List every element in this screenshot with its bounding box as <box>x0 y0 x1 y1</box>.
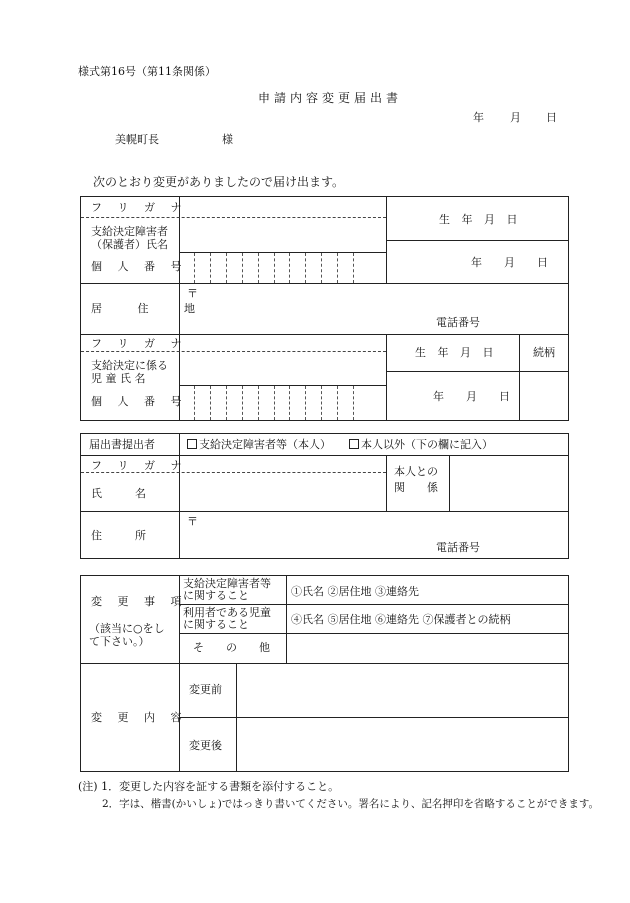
category-applicant-options[interactable]: ①氏名 ②居住地 ③連絡先 <box>291 585 419 598</box>
before-field[interactable] <box>237 664 568 717</box>
change-items-label: 変 更 事 項 <box>91 595 188 608</box>
child-name-label: 支給決定に係る 児 童 氏 名 <box>91 359 168 385</box>
category-child: 利用者である児童 に関すること <box>183 606 271 631</box>
after-field[interactable] <box>237 718 568 771</box>
child-dob-label: 生 年 月 日 <box>415 346 498 359</box>
addressee: 美幌町長 <box>115 133 159 146</box>
relationship-label: 本人との 関 係 <box>394 465 438 494</box>
intro-text: 次のとおり変更がありましたので届け出ます。 <box>93 175 345 189</box>
personal-number-label: 個 人 番 号 <box>91 260 188 273</box>
note-2: 2．字は、楷書(かいしょ)ではっきり書いてください。署名により、記名押印を省略することができます。 <box>102 798 600 810</box>
postal-mark-2: 〒 <box>187 515 198 528</box>
phone-label-2: 電話番号 <box>436 541 480 554</box>
residence-label: 居 住 地 <box>91 302 211 315</box>
before-label: 変更前 <box>189 683 222 696</box>
checkbox-self[interactable] <box>187 439 197 449</box>
phone-label: 電話番号 <box>436 316 480 329</box>
option-other[interactable] <box>349 439 493 450</box>
date-month: 月 <box>510 111 521 124</box>
change-section <box>80 575 569 772</box>
personal-number-field[interactable] <box>179 253 369 283</box>
form-number: 様式第16号（第11条関係） <box>78 65 216 78</box>
relation-label: 続柄 <box>533 346 555 359</box>
submitter-section <box>80 433 569 559</box>
dob-value[interactable]: 年 月 日 <box>471 256 548 269</box>
submitter-name-label: 氏 名 <box>91 487 146 500</box>
applicant-name-label: 支給決定障害者 （保護者）氏名 <box>91 225 168 251</box>
change-content-label: 変 更 内 容 <box>91 711 188 724</box>
postal-mark: 〒 <box>187 287 198 300</box>
submitter-address-label: 住 所 <box>91 529 146 542</box>
submitter-label: 届出書提出者 <box>89 438 155 451</box>
date-day: 日 <box>546 111 557 124</box>
furigana-label: フ リ ガ ナ <box>91 201 188 214</box>
dob-label: 生 年 月 日 <box>439 213 522 226</box>
note-1: (注) 1．変更した内容を証する書類を添付すること。 <box>78 780 340 793</box>
personal-number-label-2: 個 人 番 号 <box>91 395 188 408</box>
option-other-label: 本人以外（下の欄に記入） <box>361 438 493 451</box>
form-title: 申請内容変更届出書 <box>258 91 403 105</box>
child-personal-number-field[interactable] <box>179 386 369 420</box>
submitter-furigana-label: フ リ ガ ナ <box>91 459 188 472</box>
option-self-label: 支給決定障害者等（本人） <box>199 438 331 451</box>
option-self[interactable] <box>187 439 331 450</box>
after-label: 変更後 <box>189 739 222 752</box>
category-other: そ の 他 <box>193 641 270 654</box>
honorific: 様 <box>222 133 233 146</box>
change-items-note: （該当に○をし て下さい。） <box>89 622 165 648</box>
child-dob-value[interactable]: 年 月 日 <box>433 390 510 403</box>
date-year: 年 <box>473 111 484 124</box>
applicant-section <box>80 196 569 421</box>
checkbox-other[interactable] <box>349 439 359 449</box>
furigana-label-2: フ リ ガ ナ <box>91 337 188 350</box>
category-applicant: 支給決定障害者等 に関すること <box>183 577 271 602</box>
category-child-options[interactable]: ④氏名 ⑤居住地 ⑥連絡先 ⑦保護者との続柄 <box>291 613 511 626</box>
